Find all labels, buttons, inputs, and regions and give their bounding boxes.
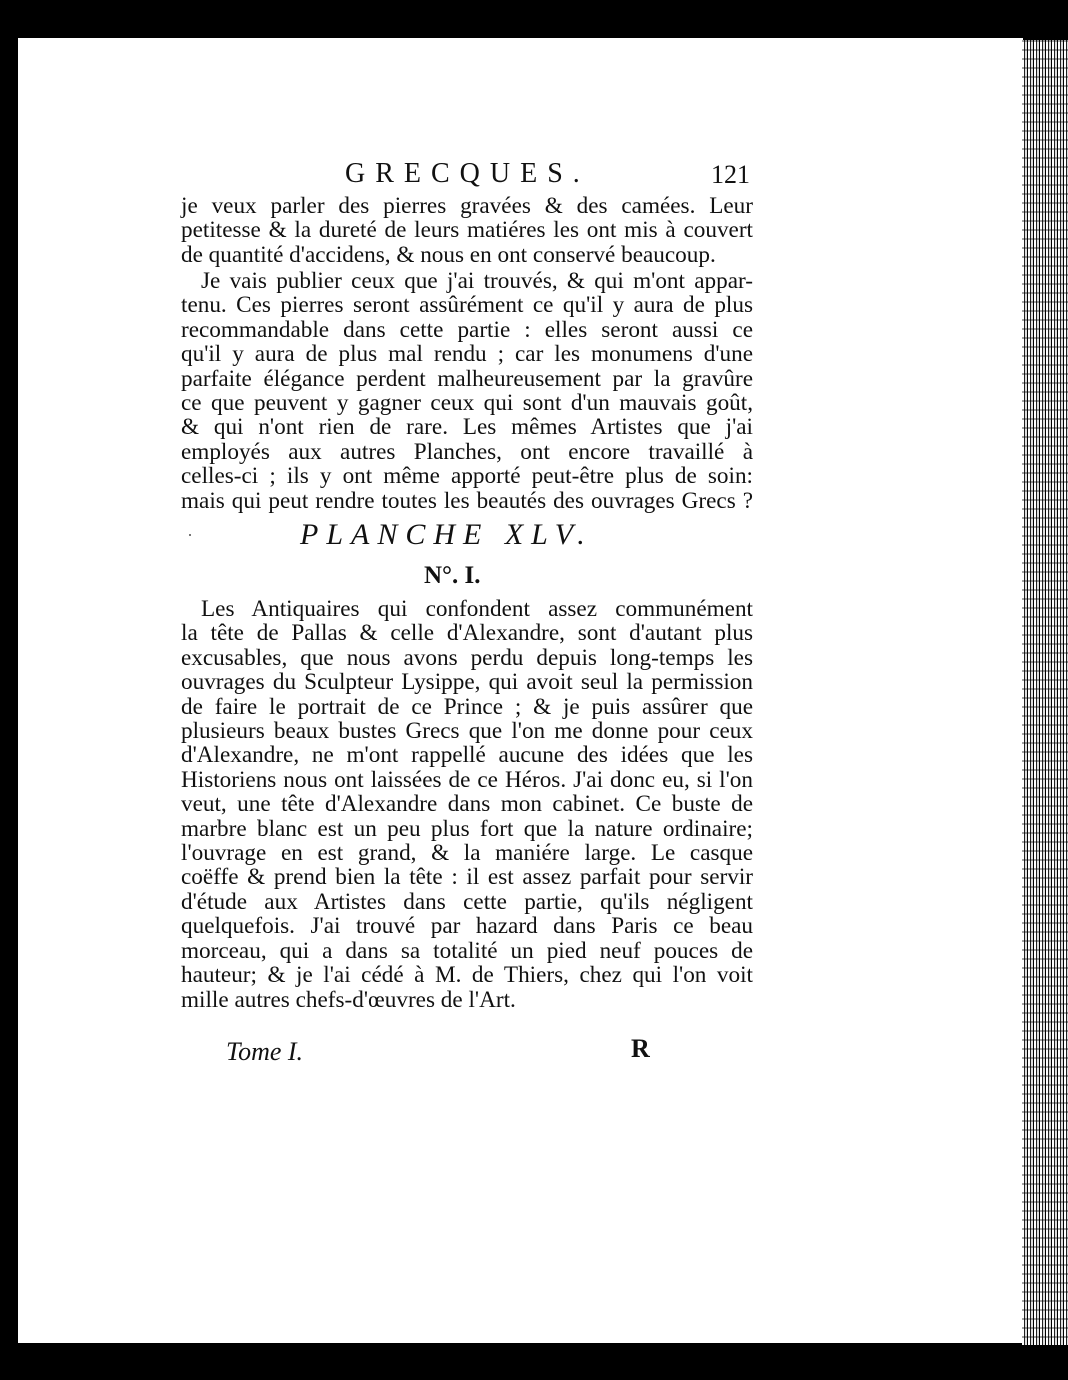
text-line: d'Alexandre, ne m'ont rappellé aucune des idées que les [181,742,753,769]
text-line: Historiens nous ont laissées de ce Héros. J'ai donc eu, si l'on [181,766,753,793]
text-line: marbre blanc est un peu plus fort que la nature ordinaire; [181,815,753,842]
page-edges-shading [1022,40,1068,1345]
text-line: mais qui peut rendre toutes les beautés des ouvrages Grecs ? [181,487,753,514]
text-line: & qui n'ont rien de rare. Les mêmes Artistes que j'ai [181,414,753,441]
text-line: de quantité d'accidens, & nous en ont conservé beaucoup. [181,241,716,268]
text-line: ouvrages du Sculpteur Lysippe, qui avoit seul la permission [181,669,753,696]
text-line: d'étude aux Artistes dans cette partie, qu'ils négligent [181,888,753,915]
text-line: la tête de Pallas & celle d'Alexandre, sont d'autant plus [181,620,753,647]
volume-label: Tome I. [226,1037,304,1066]
text-line: tenu. Ces pierres seront assûrément ce qu'il y aura de plus [181,292,753,319]
text-line: Les Antiquaires qui confondent assez communément [201,596,753,622]
text-line: veut, une tête d'Alexandre dans mon cabinet. Ce buste de [181,791,753,818]
text-line: coëffe & prend bien la tête : il est assez parfait pour servir [181,864,753,891]
paragraph-1 [181,194,753,267]
ink-speck [189,534,191,536]
text-line: petitesse & la dureté de leurs matiéres les ont mis à couvert [181,217,753,244]
text-line: je veux parler des pierres gravées & des camées. Leur [181,193,753,219]
paragraph-3 [181,597,753,1012]
text-line: plusieurs beaux bustes Grecs que l'on me donne pour ceux [181,718,753,745]
plate-number: N°. I. [424,562,481,589]
text-line: recommandable dans cette partie : elles seront aussi ce [181,316,753,343]
text-line: hauteur; & je l'ai cédé à M. de Thiers, chez qui l'on voit [181,962,753,989]
text-line: Je vais publier ceux que j'ai trouvés, & qui m'ont appar- [201,268,753,294]
page-header [180,150,760,190]
text-line: celles-ci ; ils y ont même apporté peut-être plus de soin: [181,463,753,490]
paragraph-2 [181,269,753,513]
text-line: qu'il y aura de plus mal rendu ; car les monumens d'une [181,341,753,368]
text-line: morceau, qui a dans sa totalité un pied neuf pouces de [181,937,753,964]
plate-title: PLANCHE XLV. [300,518,593,551]
signature-mark: R [631,1034,650,1063]
text-line: ce que peuvent y gagner ceux qui sont d'un mauvais goût, [181,390,753,417]
text-line: quelquefois. J'ai trouvé par hazard dans Paris ce beau [181,913,753,940]
running-head: GRECQUES. [345,158,590,189]
text-line: parfaite élégance perdent malheureusement par la gravûre [181,365,753,392]
text-line: de faire le portrait de ce Prince ; & je puis assûrer que [181,693,753,720]
text-line: excusables, que nous avons perdu depuis long-temps les [181,644,753,671]
text-line: mille autres chefs-d'œuvres de l'Art. [181,986,516,1013]
text-line: l'ouvrage en est grand, & la maniére large. Le casque [181,840,753,867]
text-line: employés aux autres Planches, ont encore travaillé à [181,438,753,465]
page-number: 121 [711,160,750,189]
